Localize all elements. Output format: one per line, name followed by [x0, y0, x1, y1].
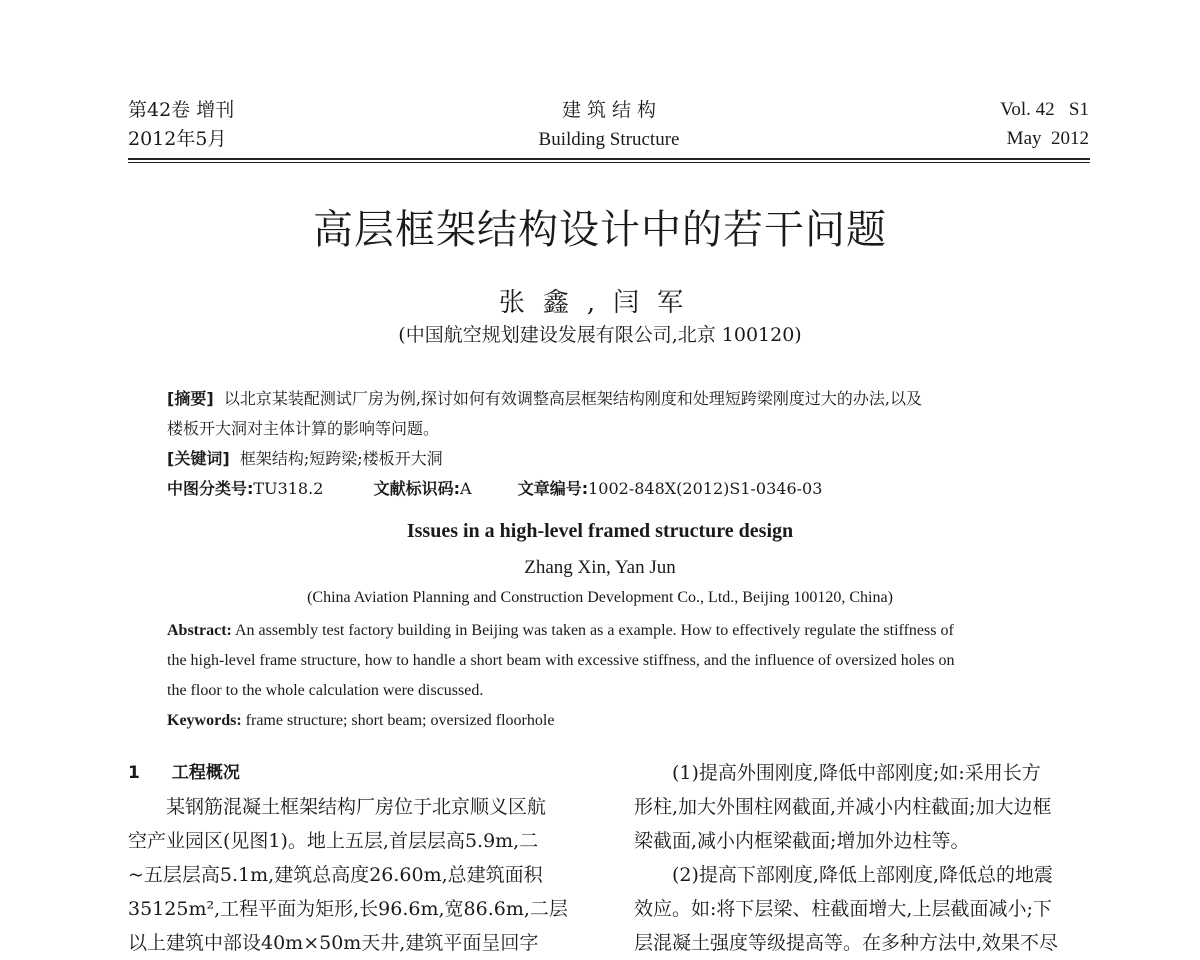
right-line-5: 效应。如:将下层梁、柱截面增大,上层截面减小;下 — [634, 898, 1052, 920]
header-rule-thin — [128, 162, 1090, 163]
header-volume-en: Vol. 42 S1 — [1000, 99, 1089, 120]
authors-cn-text: 张鑫,闫军 — [498, 288, 702, 318]
doc-code-value: A — [459, 479, 472, 498]
clc-value: TU318.2 — [253, 479, 324, 498]
left-line-4: 35125m²,工程平面为矩形,长96.6m,宽86.6m,二层 — [128, 898, 568, 920]
header-rule-thick — [128, 158, 1090, 160]
section-number: 1 — [128, 763, 140, 783]
keywords-cn: 框架结构;短跨梁;楼板开大洞 — [239, 449, 443, 468]
article-number-value: 1002-848X(2012)S1-0346-03 — [588, 479, 823, 498]
abstract-en-line3: the floor to the whole calculation were discussed. — [167, 682, 484, 699]
abstract-en-line2: the high-level frame structure, how to handle a short beam with excessive stiffness, and the influence of oversized holes on — [167, 652, 955, 669]
body-right-column — [634, 756, 1094, 960]
clc-label: 中图分类号: — [167, 479, 254, 498]
authors-en: Zhang Xin, Yan Jun — [524, 557, 676, 578]
left-line-3: ~五层层高5.1m,建筑总高度26.60m,总建筑面积 — [128, 864, 543, 886]
body-left-column — [128, 756, 598, 960]
paper-title-en: Issues in a high-level framed structure design — [406, 520, 794, 542]
abstract-en — [167, 616, 1067, 736]
abstract-cn — [167, 384, 1059, 504]
left-line-5: 以上建筑中部设40m×50m天井,建筑平面呈回字 — [128, 932, 539, 954]
keywords-cn-label: [关键词] — [167, 449, 230, 468]
header-date-cn: 2012年5月 — [128, 128, 227, 150]
affiliation-cn: (中国航空规划建设发展有限公司,北京 100120) — [398, 324, 802, 346]
abstract-en-label: Abstract: — [167, 622, 232, 639]
doc-code-label: 文献标识码: — [373, 479, 460, 498]
header-volume-cn: 第42卷 增刊 — [128, 99, 235, 121]
keywords-en-label: Keywords: — [167, 712, 242, 729]
paper-title-cn: 高层框架结构设计中的若干问题 — [313, 207, 887, 253]
abstract-cn-line1: 以北京某装配测试厂房为例,探讨如何有效调整高层框架结构刚度和处理短跨梁刚度过大的办法,以及 — [223, 389, 922, 408]
keywords-en: frame structure; short beam; oversized floorhole — [245, 712, 555, 729]
section-title: 工程概况 — [171, 763, 240, 783]
right-line-2: 形柱,加大外围柱网截面,并减小内柱截面;加大边框 — [634, 796, 1052, 818]
right-line-1: (1)提高外围刚度,降低中部刚度;如:采用长方 — [672, 762, 1041, 784]
header-journal-en: Building Structure — [538, 129, 680, 150]
left-line-2: 空产业园区(见图1)。地上五层,首层层高5.9m,二 — [128, 830, 539, 852]
header-date-en: May 2012 — [1006, 128, 1089, 149]
abstract-en-line1: An assembly test factory building in Beijing was taken as a example. How to effectively regulate the stiffness of — [235, 622, 954, 639]
right-line-4: (2)提高下部刚度,降低上部刚度,降低总的地震 — [672, 864, 1053, 886]
abstract-cn-label: [摘要] — [167, 389, 214, 408]
abstract-cn-line2: 楼板开大洞对主体计算的影响等问题。 — [167, 419, 440, 438]
header-journal-cn: 建 筑 结 构 — [561, 99, 657, 121]
right-line-6: 层混凝土强度等级提高等。在多种方法中,效果不尽 — [634, 932, 1059, 954]
affiliation-en: (China Aviation Planning and Construction Development Co., Ltd., Beijing 100120, China) — [307, 589, 893, 606]
authors-cn — [0, 282, 1200, 319]
left-line-1: 某钢筋混凝土框架结构厂房位于北京顺义区航 — [166, 796, 547, 818]
article-number-label: 文章编号: — [517, 479, 589, 498]
right-line-3: 梁截面,减小内框梁截面;增加外边柱等。 — [634, 830, 970, 852]
